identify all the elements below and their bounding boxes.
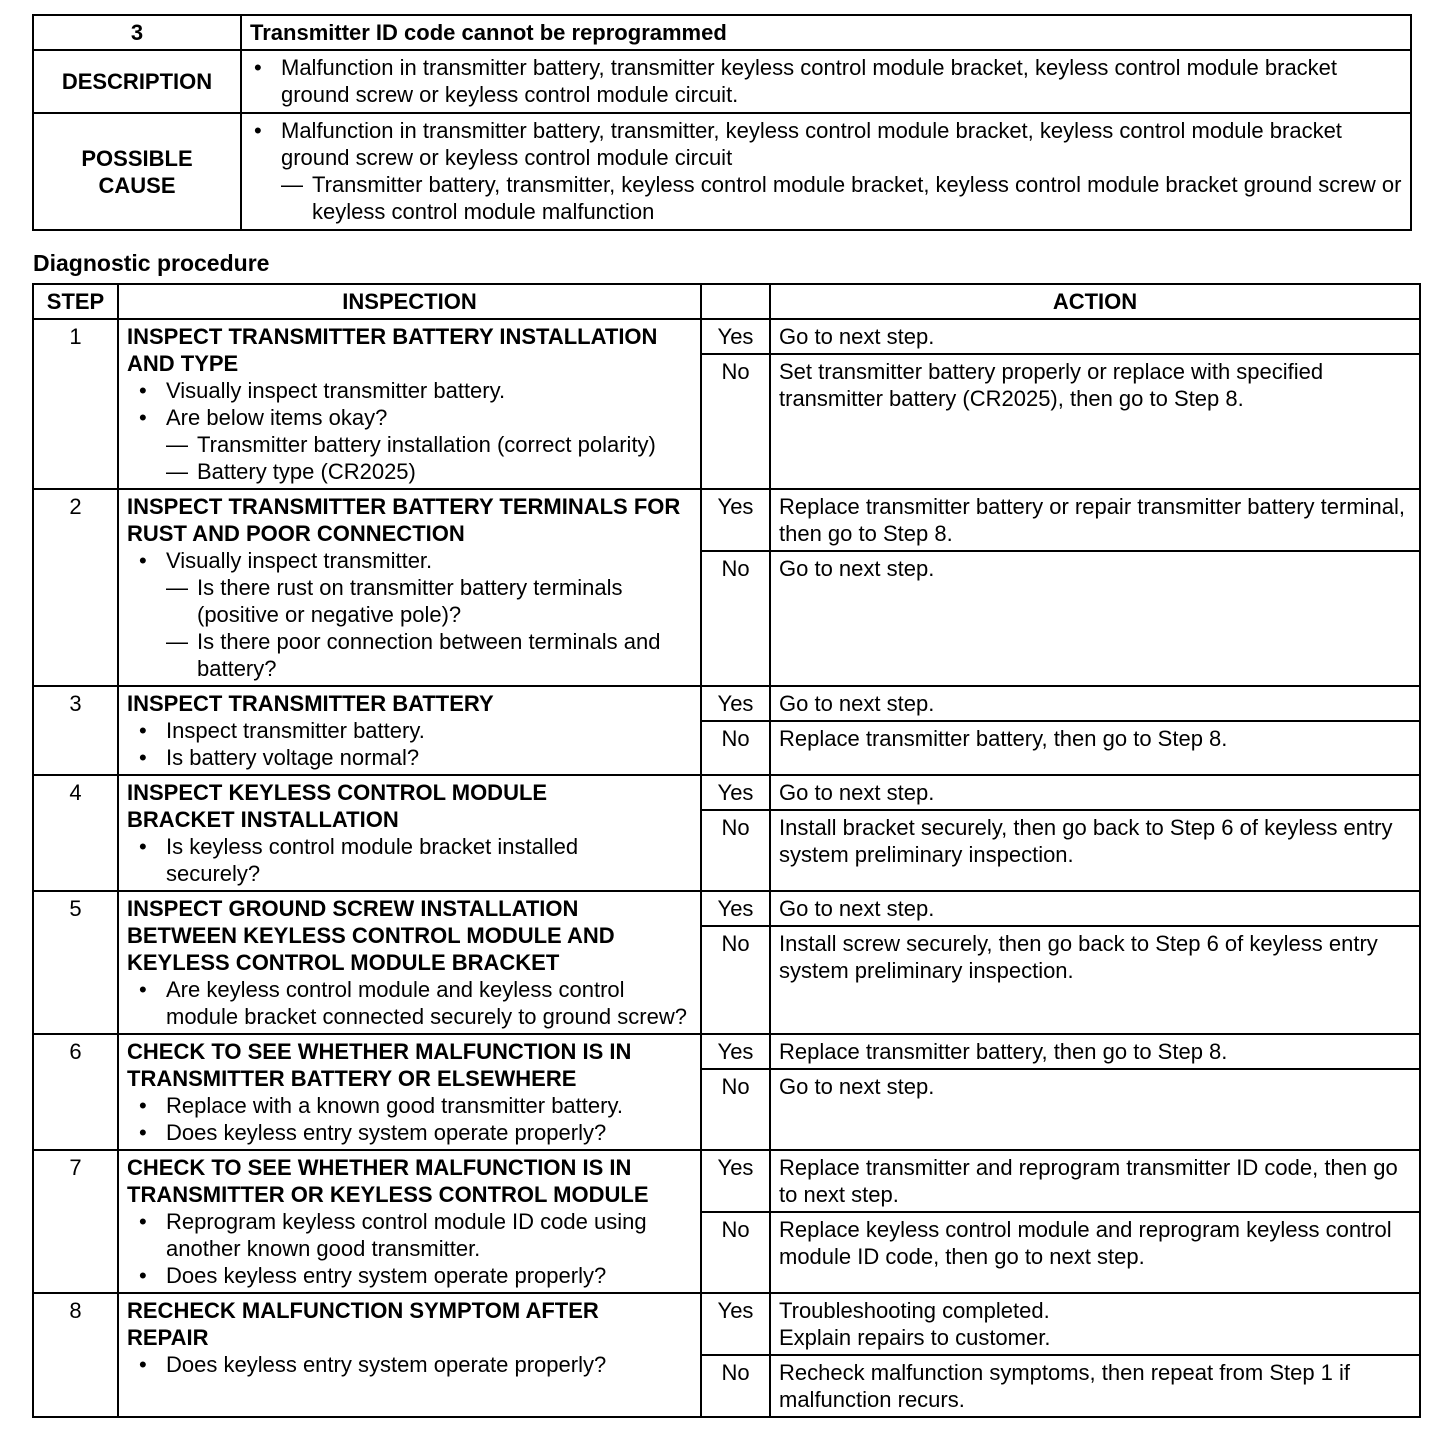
- diagnostic-header-row: [33, 284, 1420, 319]
- step-number: 6: [33, 1034, 118, 1150]
- step-subitem: — Is there poor connection between terminals and battery?: [166, 628, 692, 682]
- no-action: Go to next step.: [770, 551, 1420, 686]
- step-subitem: — Battery type (CR2025): [166, 458, 692, 485]
- possible-cause-subitem: — Transmitter battery, transmitter, keyless control module bracket, keyless control module bracket ground screw or keyless control module malfunction: [281, 171, 1402, 225]
- step-inspection: [118, 891, 701, 1034]
- no-label: No: [701, 551, 770, 686]
- step-title: INSPECT TRANSMITTER BATTERY INSTALLATION AND TYPE: [127, 324, 658, 376]
- step-7-yes-row: [33, 1150, 1420, 1212]
- header-blank: [701, 284, 770, 319]
- no-label: No: [701, 810, 770, 891]
- step-bullet: [127, 547, 692, 682]
- no-action: Go to next step.: [770, 1069, 1420, 1150]
- step-title: INSPECT KEYLESS CONTROL MODULE BRACKET INSTALLATION: [127, 780, 548, 832]
- step-inspection: [118, 1150, 701, 1293]
- step-inspection: [118, 1034, 701, 1150]
- yes-action: Go to next step.: [770, 686, 1420, 721]
- step-title: RECHECK MALFUNCTION SYMPTOM AFTER REPAIR: [127, 1298, 599, 1350]
- step-inspection: [118, 686, 701, 775]
- yes-label: Yes: [701, 489, 770, 551]
- no-label: No: [701, 1212, 770, 1293]
- yes-action: Replace transmitter battery, then go to Step 8.: [770, 1034, 1420, 1069]
- step-inspection: [118, 775, 701, 891]
- step-title: INSPECT TRANSMITTER BATTERY: [127, 691, 494, 716]
- step-8-yes-row: [33, 1293, 1420, 1355]
- yes-label: Yes: [701, 686, 770, 721]
- step-bullet: • Does keyless entry system operate properly?: [127, 1262, 692, 1289]
- step-number: 7: [33, 1150, 118, 1293]
- summary-header-row: [33, 15, 1411, 50]
- possible-cause-label-line2: CAUSE: [98, 172, 176, 198]
- yes-action: Go to next step.: [770, 891, 1420, 926]
- step-number: 8: [33, 1293, 118, 1417]
- no-action: Recheck malfunction symptoms, then repeat from Step 1 if malfunction recurs.: [770, 1355, 1420, 1417]
- header-inspection: INSPECTION: [118, 284, 701, 319]
- no-label: No: [701, 721, 770, 775]
- no-label: No: [701, 354, 770, 489]
- diagnostic-procedure-table: [32, 283, 1421, 1418]
- yes-action-line2: Explain repairs to customer.: [779, 1325, 1051, 1350]
- yes-action-line1: Troubleshooting completed.: [779, 1298, 1050, 1323]
- step-4-yes-row: [33, 775, 1420, 810]
- step-number: 3: [33, 686, 118, 775]
- possible-cause-cell: [241, 113, 1411, 230]
- header-step: STEP: [33, 284, 118, 319]
- step-inspection: [118, 1293, 701, 1417]
- step-bullet: • Does keyless entry system operate properly?: [127, 1351, 692, 1378]
- yes-label: Yes: [701, 1034, 770, 1069]
- step-bullet: • Does keyless entry system operate properly?: [127, 1119, 692, 1146]
- step-bullet-text: • Are below items okay?: [166, 405, 388, 430]
- step-3-yes-row: [33, 686, 1420, 721]
- step-bullet-text: • Visually inspect transmitter.: [166, 548, 433, 573]
- step-inspection: [118, 319, 701, 489]
- step-bullet: • Is battery voltage normal?: [127, 744, 692, 771]
- step-bullet: • Replace with a known good transmitter battery.: [127, 1092, 692, 1119]
- possible-cause-label: [33, 113, 241, 230]
- step-6-yes-row: [33, 1034, 1420, 1069]
- yes-action: [770, 1293, 1420, 1355]
- step-number: 1: [33, 319, 118, 489]
- no-label: No: [701, 1355, 770, 1417]
- no-action: Install bracket securely, then go back to Step 6 of keyless entry system preliminary inspection.: [770, 810, 1420, 891]
- yes-action: Go to next step.: [770, 319, 1420, 354]
- step-title: INSPECT GROUND SCREW INSTALLATION BETWEEN KEYLESS CONTROL MODULE AND KEYLESS CONTROL MODULE BRACKET: [127, 896, 615, 975]
- yes-label: Yes: [701, 891, 770, 926]
- step-bullet: • Are keyless control module and keyless control module bracket connected securely to ground screw?: [127, 976, 692, 1030]
- yes-label: Yes: [701, 775, 770, 810]
- possible-cause-text: • Malfunction in transmitter battery, transmitter, keyless control module bracket, keyless control module bracket ground screw or keyless control module circuit: [281, 118, 1342, 170]
- step-subitem: — Transmitter battery installation (correct polarity): [166, 431, 692, 458]
- step-5-yes-row: [33, 891, 1420, 926]
- step-number: 2: [33, 489, 118, 686]
- possible-cause-label-line1: POSSIBLE: [81, 145, 193, 171]
- possible-cause-row: [33, 113, 1411, 230]
- symptom-title: Transmitter ID code cannot be reprogrammed: [241, 15, 1411, 50]
- symptom-summary-table: [32, 14, 1412, 231]
- description-cell: [241, 50, 1411, 113]
- header-action: ACTION: [770, 284, 1420, 319]
- step-number: 5: [33, 891, 118, 1034]
- possible-cause-item: [242, 117, 1402, 225]
- procedure-title: Diagnostic procedure: [33, 250, 270, 276]
- yes-label: Yes: [701, 1293, 770, 1355]
- step-bullet: • Reprogram keyless control module ID code using another known good transmitter.: [127, 1208, 692, 1262]
- description-item: • Malfunction in transmitter battery, transmitter keyless control module bracket, keyless control module bracket ground screw or keyless control module circuit.: [242, 54, 1402, 108]
- description-row: [33, 50, 1411, 113]
- no-action: Install screw securely, then go back to Step 6 of keyless entry system preliminary inspection.: [770, 926, 1420, 1034]
- step-title: CHECK TO SEE WHETHER MALFUNCTION IS IN TRANSMITTER OR KEYLESS CONTROL MODULE: [127, 1155, 649, 1207]
- yes-label: Yes: [701, 319, 770, 354]
- step-number: 4: [33, 775, 118, 891]
- yes-action: Go to next step.: [770, 775, 1420, 810]
- description-label: DESCRIPTION: [33, 50, 241, 113]
- step-2-yes-row: [33, 489, 1420, 551]
- step-bullet: • Inspect transmitter battery.: [127, 717, 692, 744]
- step-inspection: [118, 489, 701, 686]
- yes-action: Replace transmitter and reprogram transmitter ID code, then go to next step.: [770, 1150, 1420, 1212]
- step-1-yes-row: [33, 319, 1420, 354]
- no-action: Replace keyless control module and reprogram keyless control module ID code, then go to next step.: [770, 1212, 1420, 1293]
- no-action: Set transmitter battery properly or replace with specified transmitter battery (CR2025), then go to Step 8.: [770, 354, 1420, 489]
- no-label: No: [701, 926, 770, 1034]
- symptom-number: 3: [33, 15, 241, 50]
- step-title: INSPECT TRANSMITTER BATTERY TERMINALS FOR RUST AND POOR CONNECTION: [127, 494, 681, 546]
- yes-action: Replace transmitter battery or repair transmitter battery terminal, then go to Step 8.: [770, 489, 1420, 551]
- no-action: Replace transmitter battery, then go to Step 8.: [770, 721, 1420, 775]
- no-label: No: [701, 1069, 770, 1150]
- step-title: CHECK TO SEE WHETHER MALFUNCTION IS IN TRANSMITTER BATTERY OR ELSEWHERE: [127, 1039, 632, 1091]
- yes-label: Yes: [701, 1150, 770, 1212]
- step-bullet: • Is keyless control module bracket installed securely?: [127, 833, 692, 887]
- step-bullet: [127, 404, 692, 485]
- step-bullet: • Visually inspect transmitter battery.: [127, 377, 692, 404]
- step-subitem: — Is there rust on transmitter battery terminals (positive or negative pole)?: [166, 574, 692, 628]
